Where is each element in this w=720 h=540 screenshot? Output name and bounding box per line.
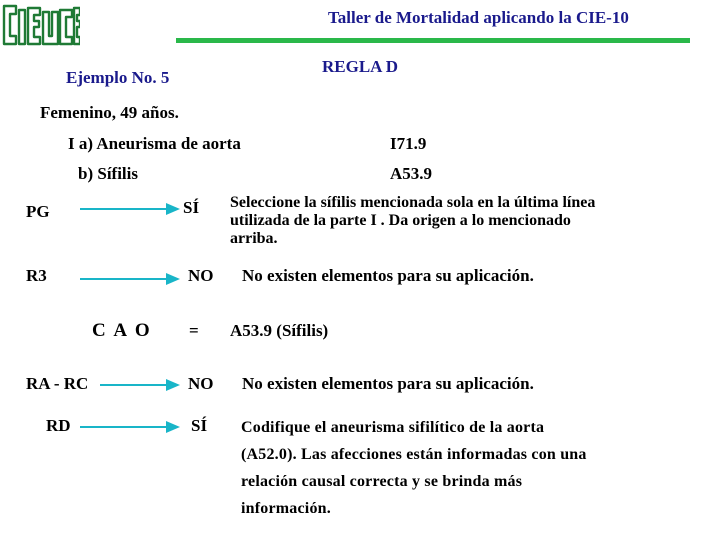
step-rd-line: relación causal correcta y se brinda más	[241, 473, 523, 490]
patient-info: Femenino, 49 años.	[40, 103, 179, 122]
step-r3-text: No existen elementos para su aplicación.	[242, 266, 534, 285]
example-title: Ejemplo No. 5	[66, 68, 170, 87]
step-cao-label: C A O	[92, 320, 152, 341]
step-rarc-label: RA - RC	[26, 374, 89, 393]
rule-heading: REGLA D	[322, 57, 399, 76]
cieuce-logo	[0, 0, 80, 56]
step-cao-text: A53.9 (Sífilis)	[230, 321, 329, 340]
step-rd-line: Codifique el aneurisma sifilítico de la aorta	[241, 419, 545, 436]
step-rarc-text: No existen elementos para su aplicación.	[242, 374, 534, 393]
title-underline	[176, 38, 690, 43]
step-cao-equals: =	[189, 321, 199, 340]
step-rd-line: (A52.0). Las afecciones están informadas con una	[241, 446, 587, 463]
step-pg-text	[230, 194, 595, 248]
diagnosis-2-label: b) Sífilis	[78, 164, 138, 183]
step-r3-answer: NO	[188, 266, 214, 285]
arrow-right-icon	[80, 418, 180, 436]
step-rd-line: información.	[241, 500, 331, 517]
step-rd-text	[241, 414, 587, 522]
page-title: Taller de Mortalidad aplicando la CIE-10	[328, 8, 629, 27]
step-rarc-answer: NO	[188, 374, 214, 393]
diagnosis-1-label: I a) Aneurisma de aorta	[68, 134, 241, 153]
step-pg-answer: SÍ	[183, 198, 200, 217]
step-pg-label: PG	[26, 202, 50, 221]
step-r3-label: R3	[26, 266, 47, 285]
arrow-right-icon	[80, 200, 180, 218]
step-rd-label: RD	[46, 416, 71, 435]
step-rd-answer: SÍ	[191, 416, 208, 435]
arrow-right-icon	[80, 270, 180, 288]
step-pg-line: utilizada de la parte I . Da origen a lo mencionado	[230, 212, 571, 229]
diagnosis-1-code: I71.9	[390, 134, 427, 153]
step-pg-line: arriba.	[230, 230, 278, 247]
step-pg-line: Seleccione la sífilis mencionada sola en la última línea	[230, 194, 596, 211]
arrow-right-icon	[100, 376, 180, 394]
diagnosis-2-code: A53.9	[390, 164, 433, 183]
logo-text: CIEUCE	[36, 53, 44, 55]
